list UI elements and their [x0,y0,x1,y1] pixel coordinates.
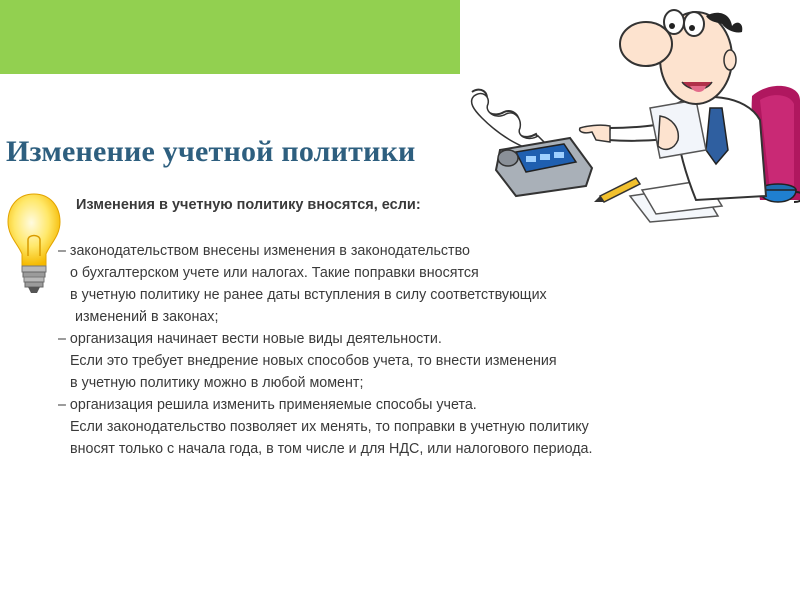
condition-line: вносят только с начала года, в том числе и для НДС, или налогового периода. [70,441,593,457]
condition-line: изменений в законах; [75,309,219,325]
slide-title: Изменение учетной политики [6,135,416,168]
condition-line: Если законодательство позволяет их менять, то поправки в учетную политику [70,419,589,435]
slide-subtitle: Изменения в учетную политику вносятся, если: [76,197,421,213]
light-bulb-icon [6,192,62,302]
condition-line: – законодательством внесены изменения в законодательство [58,243,470,259]
condition-line: в учетную политику не ранее даты вступления в силу соответствующих [70,287,547,303]
condition-line: – организация решила изменить применяемые способы учета. [58,397,477,413]
header-accent-bar [0,0,460,74]
conditions-list [58,240,592,460]
condition-line: о бухгалтерском учете или налогах. Такие поправки вносятся [70,265,479,281]
condition-line: в учетную политику можно в любой момент; [70,375,364,391]
condition-line: – организация начинает вести новые виды деятельности. [58,331,442,347]
condition-line: Если это требует внедрение новых способов учета, то внести изменения [70,353,557,369]
accountant-illustration [460,0,800,230]
